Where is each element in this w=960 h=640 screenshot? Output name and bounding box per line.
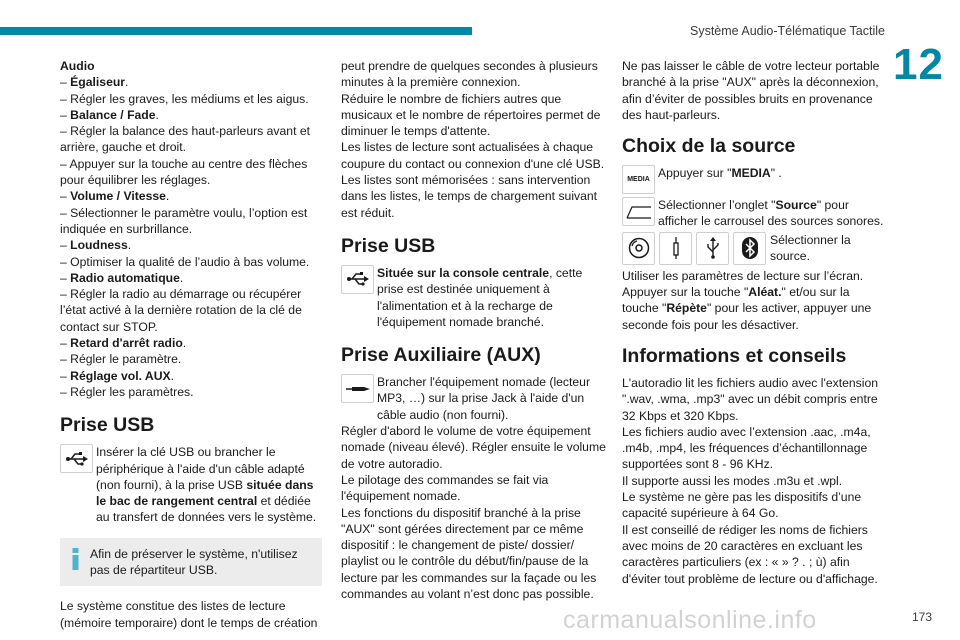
media-icon: MEDIA [622,165,655,194]
aux-heading: Prise Auxiliaire (AUX) [341,344,541,367]
paragraph: Il supporte aussi les modes .m3u et .wpl. [622,473,843,488]
info-note: Afin de préserver le système, n'utilisez pas de répartiteur USB. [60,538,322,587]
list-item: – Réglage vol. AUX. [60,368,175,383]
paragraph: Les listes de lecture sont actualisées à chaque coupure du contact ou connexion d'une clé USB. Les listes sont mémorisées : sans intervention dans les listes, le temps de chargement suivant est réduit. [341,140,605,220]
lists-text: Le système constitue des listes de lecture (mémoire temporaire) dont le temps de création [60,599,318,630]
usb-heading-2: Prise USB [341,234,436,257]
list-item: – Volume / Vitesse. [60,189,170,204]
list-item: – Loudness. [60,238,132,253]
usb-heading: Prise USB [60,414,155,437]
header-color-bar [0,27,472,35]
list-item: – Radio automatique. [60,270,184,285]
paragraph: Régler d'abord le volume de votre équipement nomade (niveau élevé). Régler ensuite le volume de votre autoradio. [341,424,606,471]
usb-paragraph: Insérer la clé USB ou brancher le périphérique à l'aide d'un câble adapté (non fourni), à la prise USB située dans le bac de rangement central et dédiée au transfert de données vers le système. [60,444,322,525]
source-tab-icon [622,197,655,226]
list-item: – Appuyer sur la touche au centre des flèches pour équilibrer les réglages. [60,156,308,188]
aux-jack-icon [341,374,374,403]
source-heading: Choix de la source [622,135,796,158]
list-item: – Égaliseur. [60,75,129,90]
bluetooth-icon [733,232,766,265]
info-heading: Informations et conseils [622,344,847,367]
paragraph: L'autoradio lit les fichiers audio avec l'extension ".wav, .wma, .mp3" avec un débit compris entre 32 Kbps et 320 Kbps. [622,375,878,423]
source-icons [622,232,766,265]
watermark: carmanualsonline.info [563,606,817,634]
audio-title: Audio [60,59,95,73]
aux-jack-icon [659,232,692,265]
column-2 [341,58,606,602]
paragraph: Les fonctions du dispositif branché à la prise "AUX" sont gérées directement par ce même dispositif : le changement de piste/ dossier/ playlist ou le contrôle du début/fin/pause de la lecture par les commandes sur la façade ou les commandes au volant n’est donc pas possible. [341,505,597,602]
aux-paragraph: Brancher l'équipement nomade (lecteur MP3, …) sur la prise Jack à l'aide d'un câble audio (non fourni). [341,374,606,423]
paragraph: peut prendre de quelques secondes à plusieurs minutes à la première connexion. [341,59,598,90]
list-item: – Retard d'arrêt radio. [60,336,187,351]
paragraph: Réduire le nombre de fichiers autres que musicaux et le nombre de répertoires permet de diminuer le temps d'attente. [341,91,601,139]
usb2-paragraph: Située sur la console centrale, cette prise est destinée uniquement à l'alimentation et à la recharge de l'équipement nomade branché. [341,265,606,330]
list-item: – Régler la balance des haut-parleurs avant et arrière, gauche et droit. [60,124,311,155]
source-select-paragraph: Sélectionner la source. [622,232,884,266]
column-3 [622,58,884,587]
source-paragraph: Sélectionner l’onglet "Source" pour afficher le carrousel des sources sonores. [622,197,884,230]
paragraph: Utiliser les paramètres de lecture sur l’écran. Appuyer sur la touche "Aléat." et/ou sur la touche "Répète" pour les activer, appuyer une seconde fois pour les désactiver. [622,268,872,332]
list-item: – Balance / Fade. [60,107,159,122]
page-number: 173 [912,610,933,624]
list-item: – Optimiser la qualité de l’audio à bas volume. [60,254,310,269]
paragraph: Il est conseillé de rédiger les noms de fichiers avec moins de 20 caractères en excluant les caractères particuliers (ex : « » ? . ; ù) afin d'éviter tout problème de lecture ou d'affichage. [622,522,878,586]
paragraph: Les fichiers audio avec l’extension .aac, .m4a, .m4b, .mp4, les fréquences d’échantillonnage supportées sont 8 - 96 KHz. [622,424,871,472]
list-item: – Régler les graves, les médiums et les aigus. [60,91,309,106]
chapter-number: 12 [893,40,944,89]
usb-icon [696,232,729,265]
cd-icon [622,232,655,265]
list-item: – Régler les paramètres. [60,384,194,399]
paragraph: Le pilotage des commandes se fait via l'équipement nomade. [341,472,549,504]
usb-icon [341,265,374,294]
paragraph: Ne pas laisser le câble de votre lecteur portable branché à la prise "AUX" après la déconnexion, afin d’éviter de possibles bruits en provenance des haut-parleurs. [622,59,880,122]
list-item: – Régler la radio au démarrage ou récupérer l’état activé à la dernière rotation de la clé de contact sur STOP. [60,287,302,334]
usb-icon [60,444,93,473]
list-item: – Régler le paramètre. [60,352,182,367]
header-title: Système Audio-Télématique Tactile [689,24,885,38]
media-paragraph: MEDIA Appuyer sur "MEDIA" . [622,165,884,195]
paragraph: Le système ne gère pas les dispositifs d’une capacité supérieure à 64 Go. [622,490,862,521]
list-item: – Sélectionner le paramètre voulu, l’option est indiquée en surbrillance. [60,205,308,236]
column-1 [60,58,322,631]
info-icon [71,548,80,570]
